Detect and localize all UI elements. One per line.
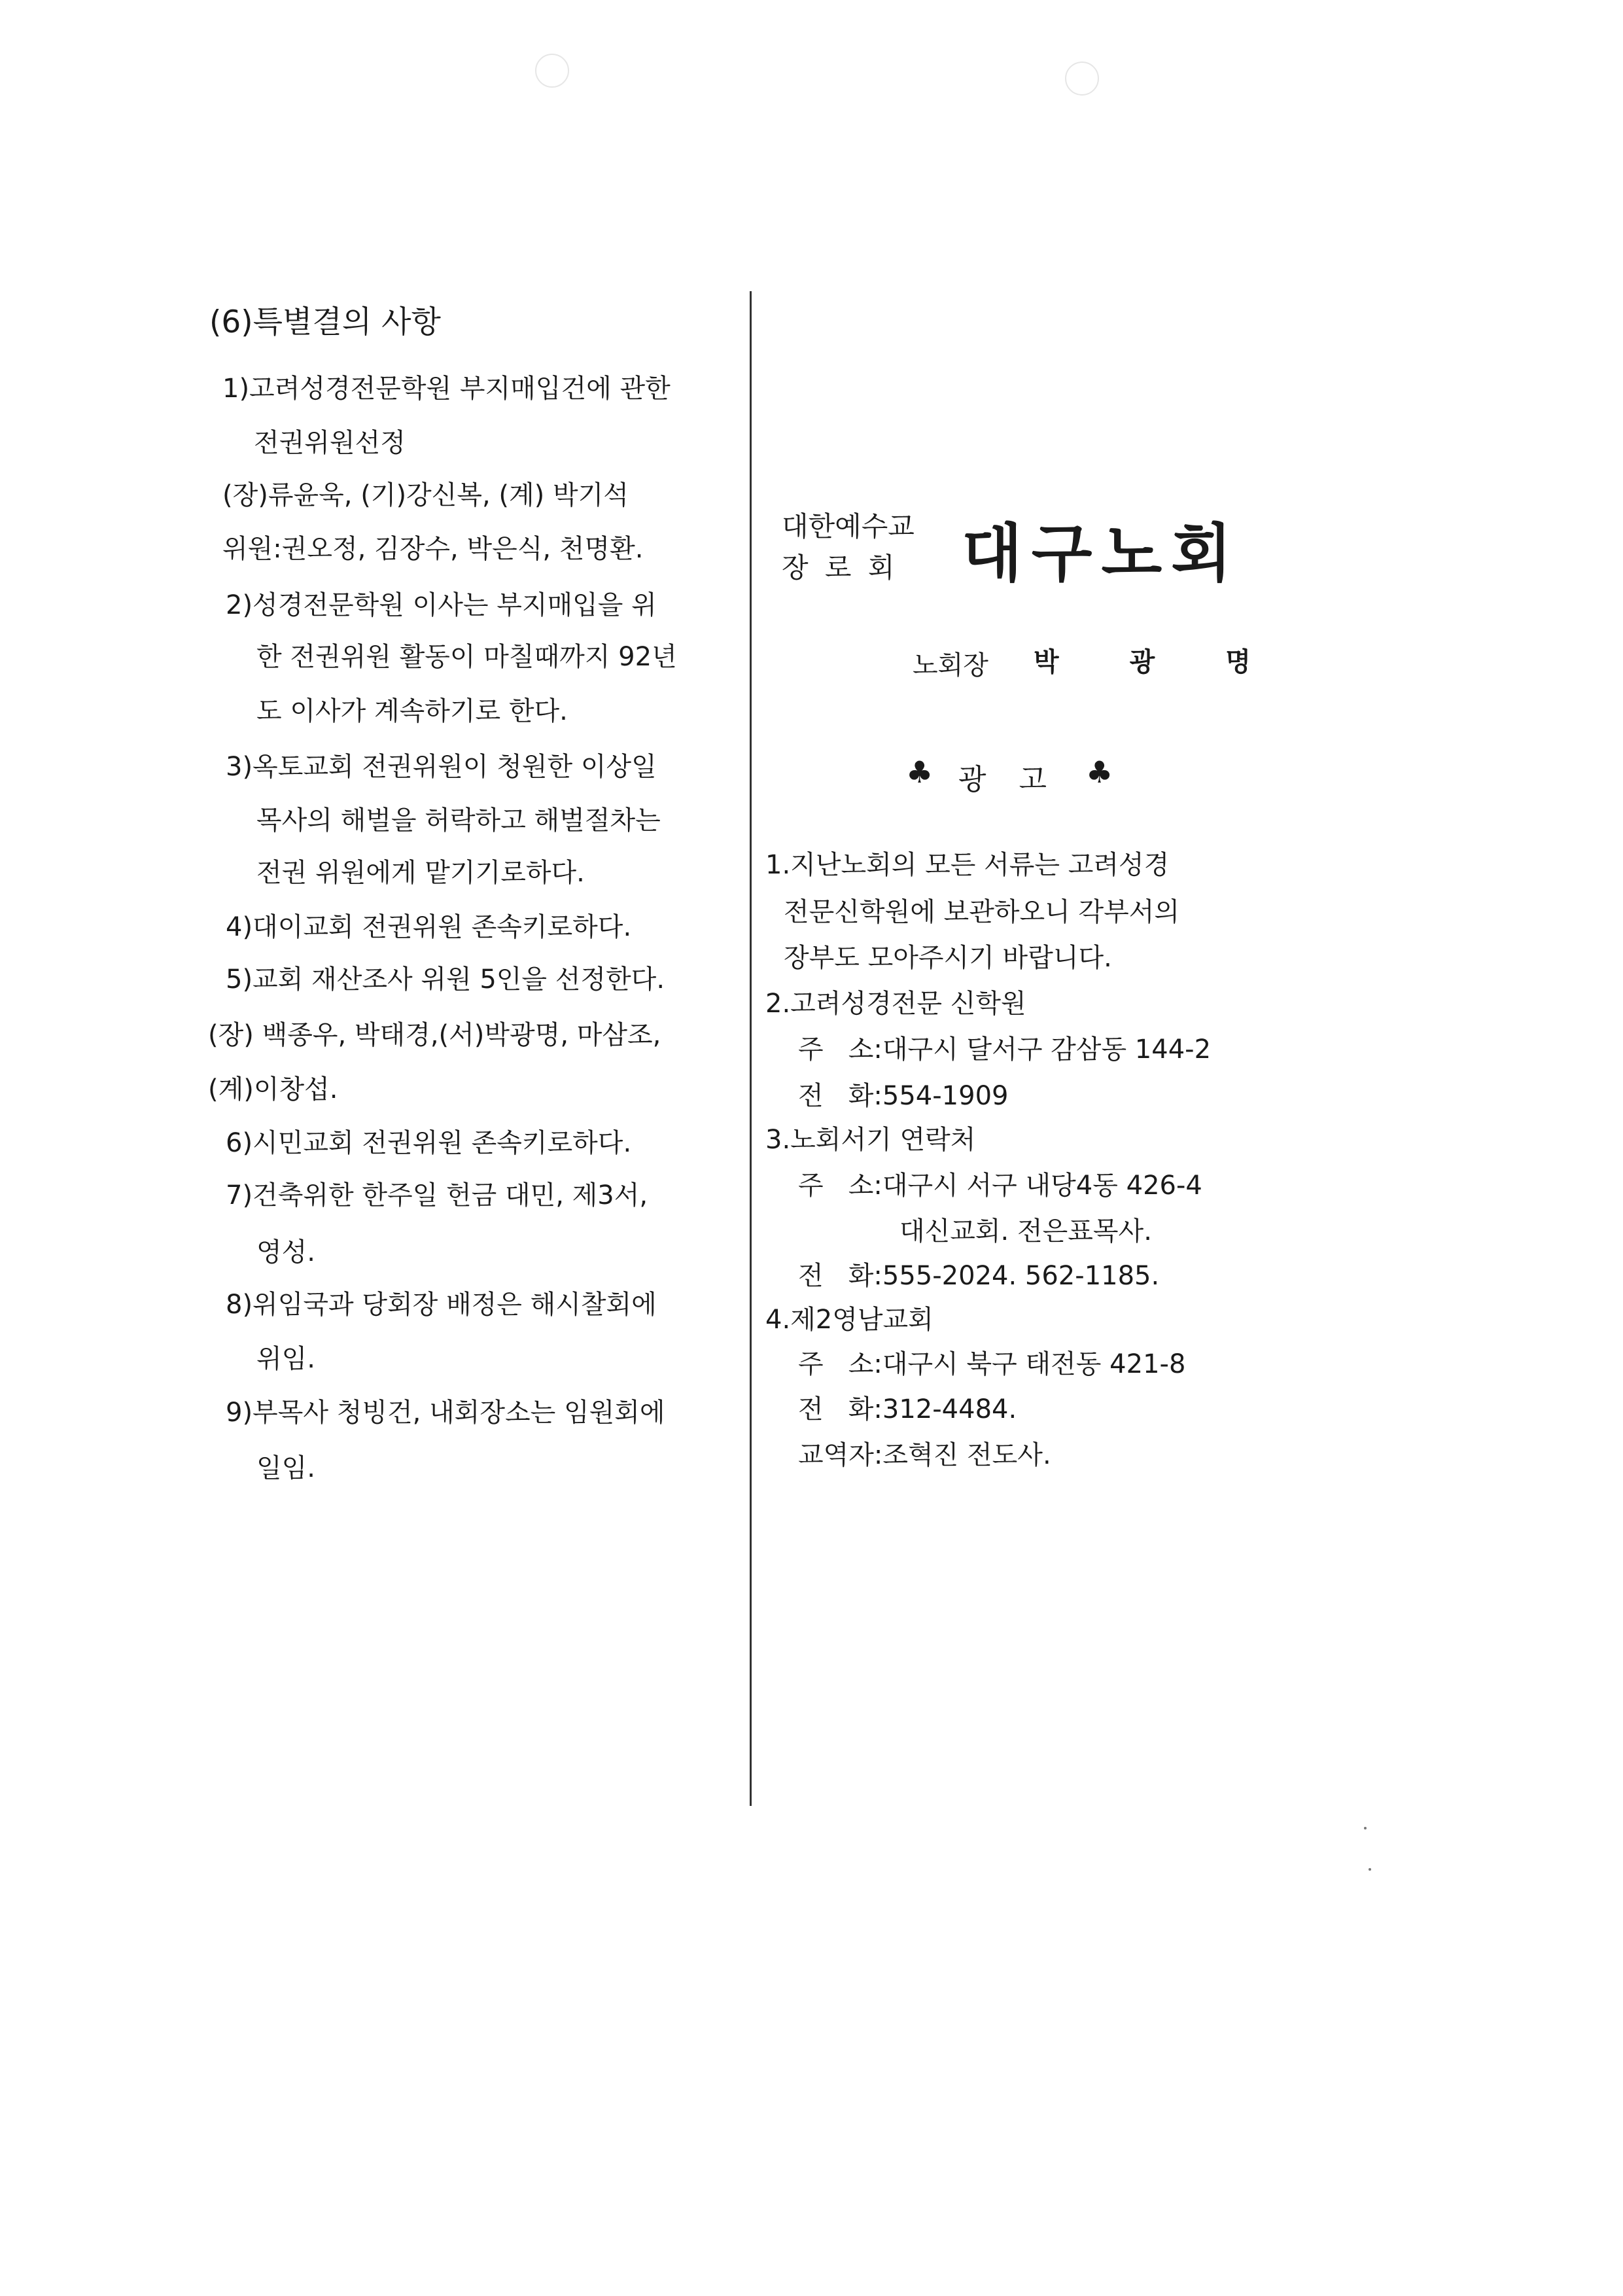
left-line: 목사의 해벌을 허락하고 해벌절차는 — [256, 805, 661, 836]
right-line: 주 소:대구시 서구 내당4동 426-4 — [798, 1171, 1202, 1201]
right-line: 교역자:조혁진 전도사. — [798, 1440, 1051, 1470]
left-line: 6)시민교회 전권위원 존속키로하다. — [226, 1128, 632, 1158]
right-line: 3.노회서기 연락처 — [765, 1125, 976, 1155]
left-line: 3)옥토교회 전권위원이 청원한 이상일 — [226, 752, 657, 782]
left-line: 9)부목사 청빙건, 내회장소는 임원회에 — [226, 1398, 665, 1428]
left-line: 2)성경전문학원 이사는 부지매입을 위 — [226, 590, 657, 620]
left-line: 한 전권위원 활동이 마칠때까지 92년 — [256, 642, 677, 672]
president-name-char: 광 — [1129, 647, 1155, 677]
right-line: 대신교회. 전은표목사. — [899, 1216, 1152, 1246]
punch-hole-left — [535, 54, 569, 88]
right-line: 주 소:대구시 북구 태전동 421-8 — [798, 1349, 1186, 1379]
scan-speck — [1364, 1827, 1367, 1829]
presbytery-title: 대구노회 — [962, 516, 1241, 590]
left-line: (계)이창섭. — [208, 1074, 338, 1104]
column-divider — [750, 291, 752, 1806]
club-icon: ♣ — [1086, 754, 1113, 790]
left-line: 위원:권오정, 김장수, 박은식, 천명환. — [222, 534, 644, 564]
left-line: 5)교회 재산조사 위원 5인을 선정한다. — [226, 964, 665, 995]
president-label: 노회장 — [913, 650, 988, 680]
denomination-line-2: 장 로 회 — [782, 552, 899, 584]
left-line: 1)고려성경전문학원 부지매입건에 관한 — [222, 374, 671, 404]
right-line: 1.지난노회의 모든 서류는 고려성경 — [765, 850, 1170, 880]
left-line: 영성. — [256, 1237, 315, 1267]
president-name — [1034, 641, 1321, 679]
left-line: 전권 위원에게 맡기기로하다. — [256, 858, 585, 888]
left-line: 일임. — [256, 1453, 315, 1483]
left-line: 위임. — [256, 1344, 315, 1374]
notice-title: 광 고 — [958, 763, 1058, 796]
left-line: 전권위원선정 — [254, 428, 406, 458]
left-line: (장)류윤욱, (기)강신복, (계) 박기석 — [222, 480, 629, 510]
section-title: (6)특별결의 사항 — [209, 304, 441, 340]
right-line: 4.제2영남교회 — [765, 1305, 934, 1335]
club-icon: ♣ — [906, 754, 934, 790]
left-line: 7)건축위한 한주일 헌금 대민, 제3서, — [226, 1180, 648, 1210]
president-name-char: 명 — [1225, 647, 1251, 677]
scan-speck — [1369, 1868, 1371, 1871]
left-line: 도 이사가 계속하기로 한다. — [256, 696, 568, 726]
right-line: 전문신학원에 보관하오니 각부서의 — [784, 897, 1180, 927]
punch-hole-right — [1065, 62, 1099, 96]
denomination-line-1: 대한예수교 — [782, 510, 915, 542]
left-line: (장) 백종우, 박태경,(서)박광명, 마삼조, — [208, 1020, 661, 1050]
right-line: 전 화:554-1909 — [798, 1081, 1009, 1111]
right-line: 장부도 모아주시기 바랍니다. — [784, 943, 1112, 973]
right-line: 전 화:312-4484. — [798, 1394, 1017, 1424]
right-line: 2.고려성경전문 신학원 — [765, 989, 1026, 1019]
right-line: 전 화:555-2024. 562-1185. — [798, 1261, 1160, 1291]
right-line: 주 소:대구시 달서구 감삼동 144-2 — [798, 1034, 1212, 1065]
left-line: 4)대이교회 전권위원 존속키로하다. — [226, 912, 632, 942]
president-name-char: 박 — [1034, 647, 1059, 677]
left-line: 8)위임국과 당회장 배정은 해시찰회에 — [226, 1290, 657, 1320]
